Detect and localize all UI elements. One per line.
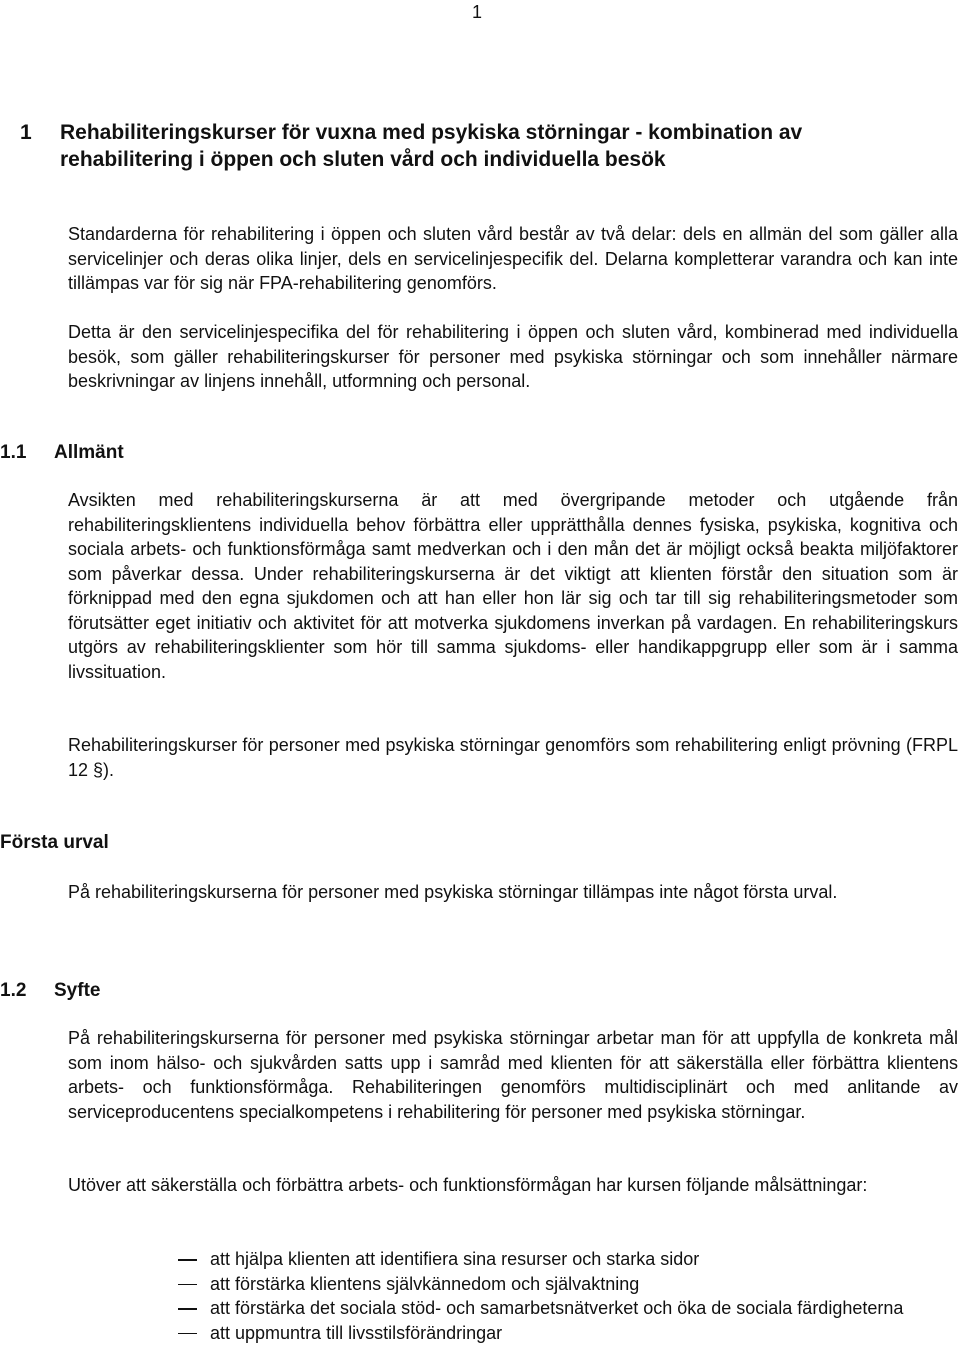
list-item — [178, 1272, 958, 1297]
chapter-number: 1 — [20, 121, 32, 144]
list-item-text: att förstärka klientens självkännedom och självaktning — [210, 1273, 640, 1294]
list-item-text: att uppmuntra till livsstilsförändringar — [210, 1322, 503, 1343]
dash-bullet-icon — [178, 1259, 197, 1261]
section-number: 1.1 — [0, 442, 27, 463]
dash-bullet-icon — [178, 1333, 197, 1335]
page-number: 1 — [472, 2, 483, 22]
allmant-paragraph-1: Avsikten med rehabiliteringskurserna är att med övergripande metoder och utgående från rehabiliteringsklientens individuella behov förbättra eller upprätthålla dennes fysiska, psykiska, kognitiva och sociala arbets- och funktionsförmåga samt medverkan och i den mån det är möjligt också beakta miljöfaktorer som påverkar dessa. Under rehabiliteringskurserna är det viktigt att klienten förstår den situation som är förknippad med den egna sjukdomen och att han eller hon lär sig och tar till sig rehabiliteringsmetoder som förutsätter eget initiativ och aktivitet för att motverka sjukdomens inverkan på vardagen. En rehabiliteringskurs utgörs av rehabiliteringsklienter som hör till samma sjukdoms- eller handikappgrupp eller som är i samma livssituation. — [68, 490, 958, 682]
goals-list — [178, 1247, 958, 1345]
list-item — [178, 1321, 958, 1346]
list-item-text: att förstärka det sociala stöd- och samarbetsnätverket och öka de sociala färdigheterna — [210, 1298, 904, 1318]
dash-bullet-icon — [178, 1284, 197, 1286]
forsta-urval-paragraph: På rehabiliteringskurserna för personer med psykiska störningar tillämpas inte något första urval. — [68, 882, 838, 902]
dash-bullet-icon — [178, 1308, 197, 1310]
syfte-paragraph-2: Utöver att säkerställa och förbättra arbets- och funktionsförmågan har kursen följande målsättningar: — [68, 1175, 868, 1195]
list-item — [178, 1247, 958, 1272]
chapter-title: Rehabiliteringskurser för vuxna med psykiska störningar - kombination av rehabilitering i öppen och sluten vård och individuella besök — [60, 121, 803, 171]
section-title: Syfte — [54, 980, 101, 1001]
list-item — [178, 1296, 958, 1321]
syfte-paragraph-1: På rehabiliteringskurserna för personer med psykiska störningar arbetar man för att uppfylla de konkreta mål som inom hälso- och sjukvården satts upp i samråd med klienten för att säkerställa eller förbättra klientens arbets- och funktionsförmåga. Rehabiliteringen genomförs multidisciplinärt och med anlitande av serviceproducentens specialkompetens i rehabilitering för personer med psykiska störningar. — [68, 1028, 958, 1122]
intro-paragraph-1: Standarderna för rehabilitering i öppen och sluten vård består av två delar: dels en allmän del som gäller alla servicelinjer och deras olika linjer, dels en servicelinjespecifik del. Delarna kompletterar varandra och kan inte tillämpas var för sig när FPA-rehabilitering genomförs. — [68, 224, 958, 293]
allmant-paragraph-2: Rehabiliteringskurser för personer med psykiska störningar genomförs som rehabilitering enligt prövning (FRPL 12 §). — [68, 735, 958, 780]
section-number: 1.2 — [0, 980, 27, 1001]
intro-paragraph-2: Detta är den servicelinjespecifika del för rehabilitering i öppen och sluten vård, kombinerad med individuella besök, som gäller rehabiliteringskurser för personer med psykiska störningar och som innehåller närmare beskrivningar av linjens innehåll, utformning och personal. — [68, 322, 958, 391]
forsta-urval-heading: Första urval — [0, 832, 109, 853]
list-item-text: att hjälpa klienten att identifiera sina resurser och starka sidor — [210, 1249, 700, 1269]
section-title: Allmänt — [54, 442, 124, 463]
